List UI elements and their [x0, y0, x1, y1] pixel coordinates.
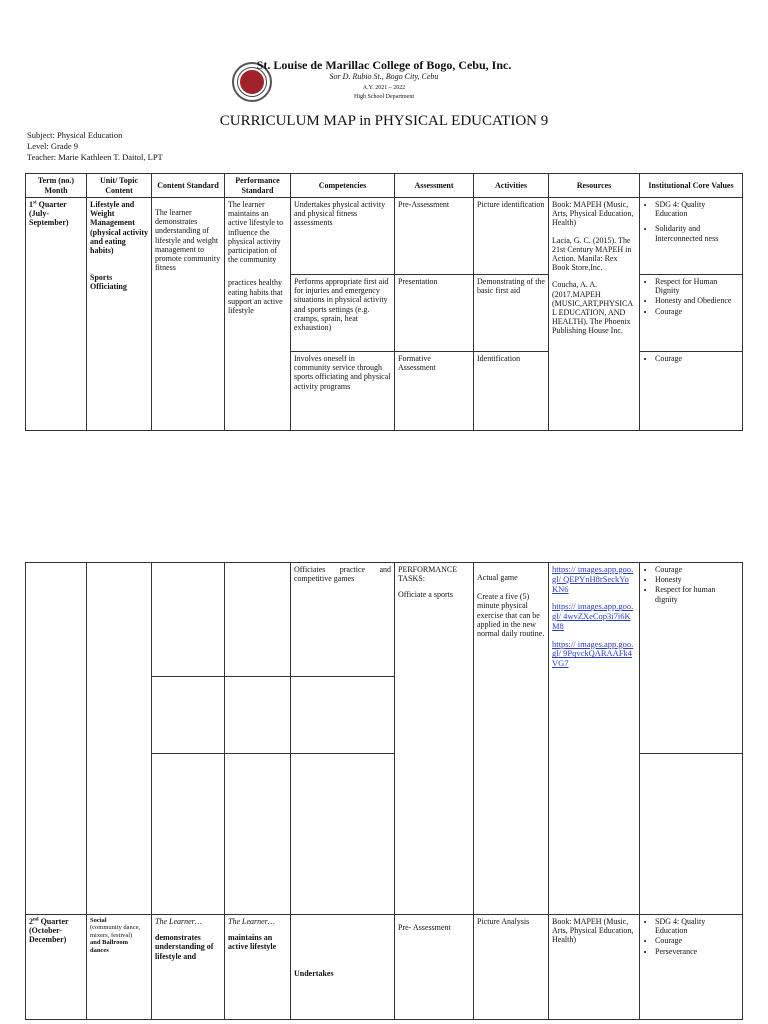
- competency-cell: Officiates practice and competitive games: [291, 563, 395, 677]
- resources-cell: Book: MAPEH (Music, Arts, Physical Education, Health): [549, 915, 640, 1020]
- assessment-cell: Presentation: [395, 275, 474, 352]
- activity-cell: Actual game Create a five (5) minute physical exercise that can be applied in the new normal daily routine.: [474, 563, 549, 915]
- term-cell: 1st Quarter (July-September): [26, 198, 87, 431]
- assessment-cell: Pre- Assessment: [395, 915, 474, 1020]
- unit-cell-empty: [87, 563, 152, 915]
- competency-cell: Performs appropriate first aid for injuries and emergency situations in physical activity and sports settings (e.g. cramps, sprain, heat exhaustion): [291, 275, 395, 352]
- col-header-resources: Resources: [549, 174, 640, 198]
- col-header-assessment: Assessment: [395, 174, 474, 198]
- competency-cell: Undertakes physical activity and physical fitness assessments: [291, 198, 395, 275]
- col-header-term: Term (no.) Month: [26, 174, 87, 198]
- term-cell: 2nd Quarter (October-December): [26, 915, 87, 1020]
- performance-standard-cell-empty: [225, 563, 291, 677]
- col-header-content-standard: Content Standard: [152, 174, 225, 198]
- table-header-row: [26, 174, 743, 198]
- core-values-cell: • Courage: [640, 352, 743, 431]
- activity-cell: Identification: [474, 352, 549, 431]
- content-standard-cell: The learner demonstrates understanding of lifestyle and weight management to promote community fitness: [152, 198, 225, 431]
- assessment-cell: Pre-Assessment: [395, 198, 474, 275]
- activity-cell: Picture Analysis: [474, 915, 549, 1020]
- col-header-activities: Activities: [474, 174, 549, 198]
- curriculum-table-continued: [25, 562, 743, 1020]
- level-line: Level: Grade 9: [27, 141, 78, 151]
- table-row: [26, 563, 743, 677]
- competency-cell-empty: [291, 677, 395, 754]
- content-standard-cell-empty: [152, 563, 225, 677]
- performance-standard-cell: The Learner… maintains an active lifestyle: [225, 915, 291, 1020]
- content-standard-cell: The Learner… demonstrates understanding of lifestyle and: [152, 915, 225, 1020]
- content-standard-cell-empty: [152, 677, 225, 754]
- resource-link-2[interactable]: https:// images.app.goo.gl/ 4wvZXeCop3i7i6K M8: [552, 601, 634, 631]
- core-values-cell: • Respect for Human Dignity • Honesty and Obedience • Courage: [640, 275, 743, 352]
- content-standard-cell-empty: [152, 754, 225, 915]
- col-header-competencies: Competencies: [291, 174, 395, 198]
- assessment-cell: Formative Assessment: [395, 352, 474, 431]
- college-name: St. Louise de Marillac College of Bogo, Cebu, Inc.: [256, 58, 512, 72]
- unit-cell: Social (community dance, mixers, festival) and Ballroom dances: [87, 915, 152, 1020]
- resource-link-3[interactable]: https:// images.app.goo.gl/ 9PqvckQARAAFk4 VG7: [552, 638, 634, 669]
- performance-standard-cell-empty: [225, 677, 291, 754]
- performance-standard-cell: The learner maintains an active lifestyle to influence the physical activity participation of the community practices healthy eating habits that support an active lifestyle: [225, 198, 291, 431]
- competency-cell-empty: [291, 754, 395, 915]
- competency-cell: Undertakes: [291, 915, 395, 1020]
- performance-standard-cell-empty: [225, 754, 291, 915]
- core-values-cell: • SDG 4: Quality Education • Solidarity and Interconnected ness: [640, 198, 743, 275]
- resources-cell: Book: MAPEH (Music, Arts, Physical Education, Health) Lacia, G. C. (2015). The 21st Century MAPEH in Action. Manila: Rex Book Store,Inc. Coucha, A. A. (2017.MAPEH (MUSIC,ART,PHYSICA L EDUCATION, AND HEALTH). The Phoenix Publishing House Inc.: [549, 198, 640, 431]
- activity-cell: Picture identification: [474, 198, 549, 275]
- resource-link-1[interactable]: https:// images.app.goo.gl/ QEPYnH8rSeckYo KN6: [552, 564, 634, 594]
- resources-links-cell: [549, 563, 640, 915]
- competency-cell: Involves oneself in community service through sports officiating and physical activity programs: [291, 352, 395, 431]
- subject-line: Subject: Physical Education: [27, 130, 123, 140]
- curriculum-table-q1: [25, 173, 743, 431]
- table-row: [26, 198, 743, 275]
- department: High School Department: [354, 94, 414, 100]
- col-header-unit: Unit/ Topic Content: [87, 174, 152, 198]
- term-cell-empty: [26, 563, 87, 915]
- academic-year: A.Y. 2021 – 2022: [362, 85, 406, 91]
- core-values-cell-empty: [640, 754, 743, 915]
- core-values-cell: • SDG 4: Quality Education • Courage • Perseverance: [640, 915, 743, 1020]
- page-title: CURRICULUM MAP in PHYSICAL EDUCATION 9: [219, 113, 549, 129]
- college-address: Sor D. Rubio St., Bogo City, Cebu: [329, 72, 439, 81]
- unit-cell: Lifestyle and Weight Management (physical activity and eating habits) Sports Officiating: [87, 198, 152, 431]
- assessment-cell: PERFORMANCE TASKS: Officiate a sports: [395, 563, 474, 915]
- teacher-line: Teacher: Marie Kathleen T. Daitol, LPT: [27, 152, 163, 162]
- core-values-cell: • Courage • Honesty • Respect for human dignity: [640, 563, 743, 754]
- col-header-performance-standard: Performance Standard: [225, 174, 291, 198]
- table-row: [26, 915, 743, 1020]
- col-header-core-values: Institutional Core Values: [640, 174, 743, 198]
- activity-cell: Demonstrating of the basic first aid: [474, 275, 549, 352]
